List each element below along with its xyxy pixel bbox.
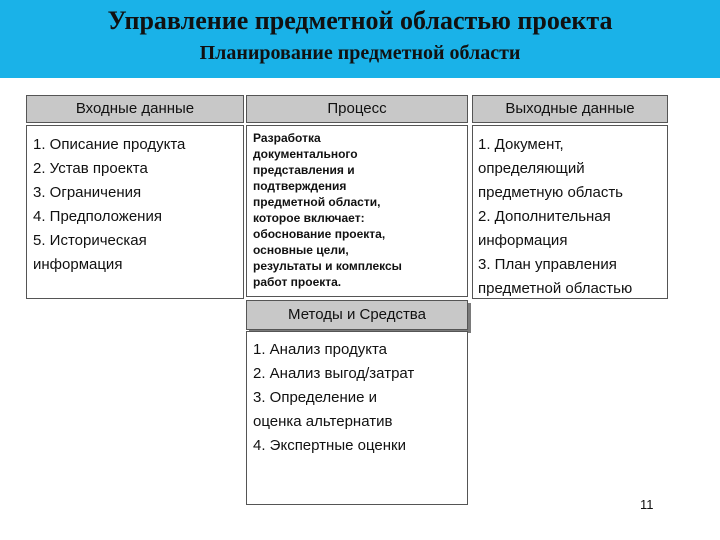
outputs-header: Выходные данные bbox=[472, 95, 668, 123]
outputs-box bbox=[472, 125, 668, 299]
process-line: обоснование проекта, bbox=[253, 227, 386, 241]
slide-subtitle: Планирование предметной области bbox=[199, 42, 521, 64]
list-item: 3. Определение и bbox=[253, 389, 378, 406]
list-item: 2. Устав проекта bbox=[33, 160, 148, 177]
list-item: 1. Описание продукта bbox=[33, 136, 186, 153]
process-line: которое включает: bbox=[253, 211, 365, 225]
list-item: оценка альтернатив bbox=[253, 413, 393, 430]
list-item: предметную область bbox=[478, 184, 623, 201]
process-line: предметной области, bbox=[253, 195, 381, 209]
inputs-header: Входные данные bbox=[26, 95, 244, 123]
process-line: представления и bbox=[253, 163, 355, 177]
process-header: Процесс bbox=[246, 95, 468, 123]
page-number: 11 bbox=[640, 497, 654, 512]
list-item: 3. Ограничения bbox=[33, 184, 142, 201]
inputs-box bbox=[26, 125, 244, 299]
list-item: 2. Анализ выгод/затрат bbox=[253, 365, 415, 382]
list-item: 3. План управления bbox=[478, 256, 617, 273]
list-item: 5. Историческая bbox=[33, 232, 147, 249]
process-line: Разработка bbox=[253, 131, 321, 145]
list-item: предметной областью bbox=[478, 280, 633, 297]
process-line: документального bbox=[253, 147, 358, 161]
process-line: подтверждения bbox=[253, 179, 347, 193]
list-item: 1. Документ, bbox=[478, 136, 564, 153]
process-line: результаты и комплексы bbox=[253, 259, 402, 273]
process-line: основные цели, bbox=[253, 243, 349, 257]
process-box bbox=[246, 125, 468, 297]
tools-header: Методы и Средства bbox=[246, 300, 468, 330]
list-item: 2. Дополнительная bbox=[478, 208, 611, 225]
list-item: информация bbox=[478, 232, 568, 249]
process-line: работ проекта. bbox=[253, 275, 342, 289]
list-item: 4. Экспертные оценки bbox=[253, 437, 406, 454]
list-item: информация bbox=[33, 256, 123, 273]
slide-title: Управление предметной областью проекта bbox=[107, 6, 613, 35]
list-item: определяющий bbox=[478, 160, 585, 177]
list-item: 1. Анализ продукта bbox=[253, 341, 387, 358]
list-item: 4. Предположения bbox=[33, 208, 162, 225]
tools-box bbox=[246, 331, 468, 505]
